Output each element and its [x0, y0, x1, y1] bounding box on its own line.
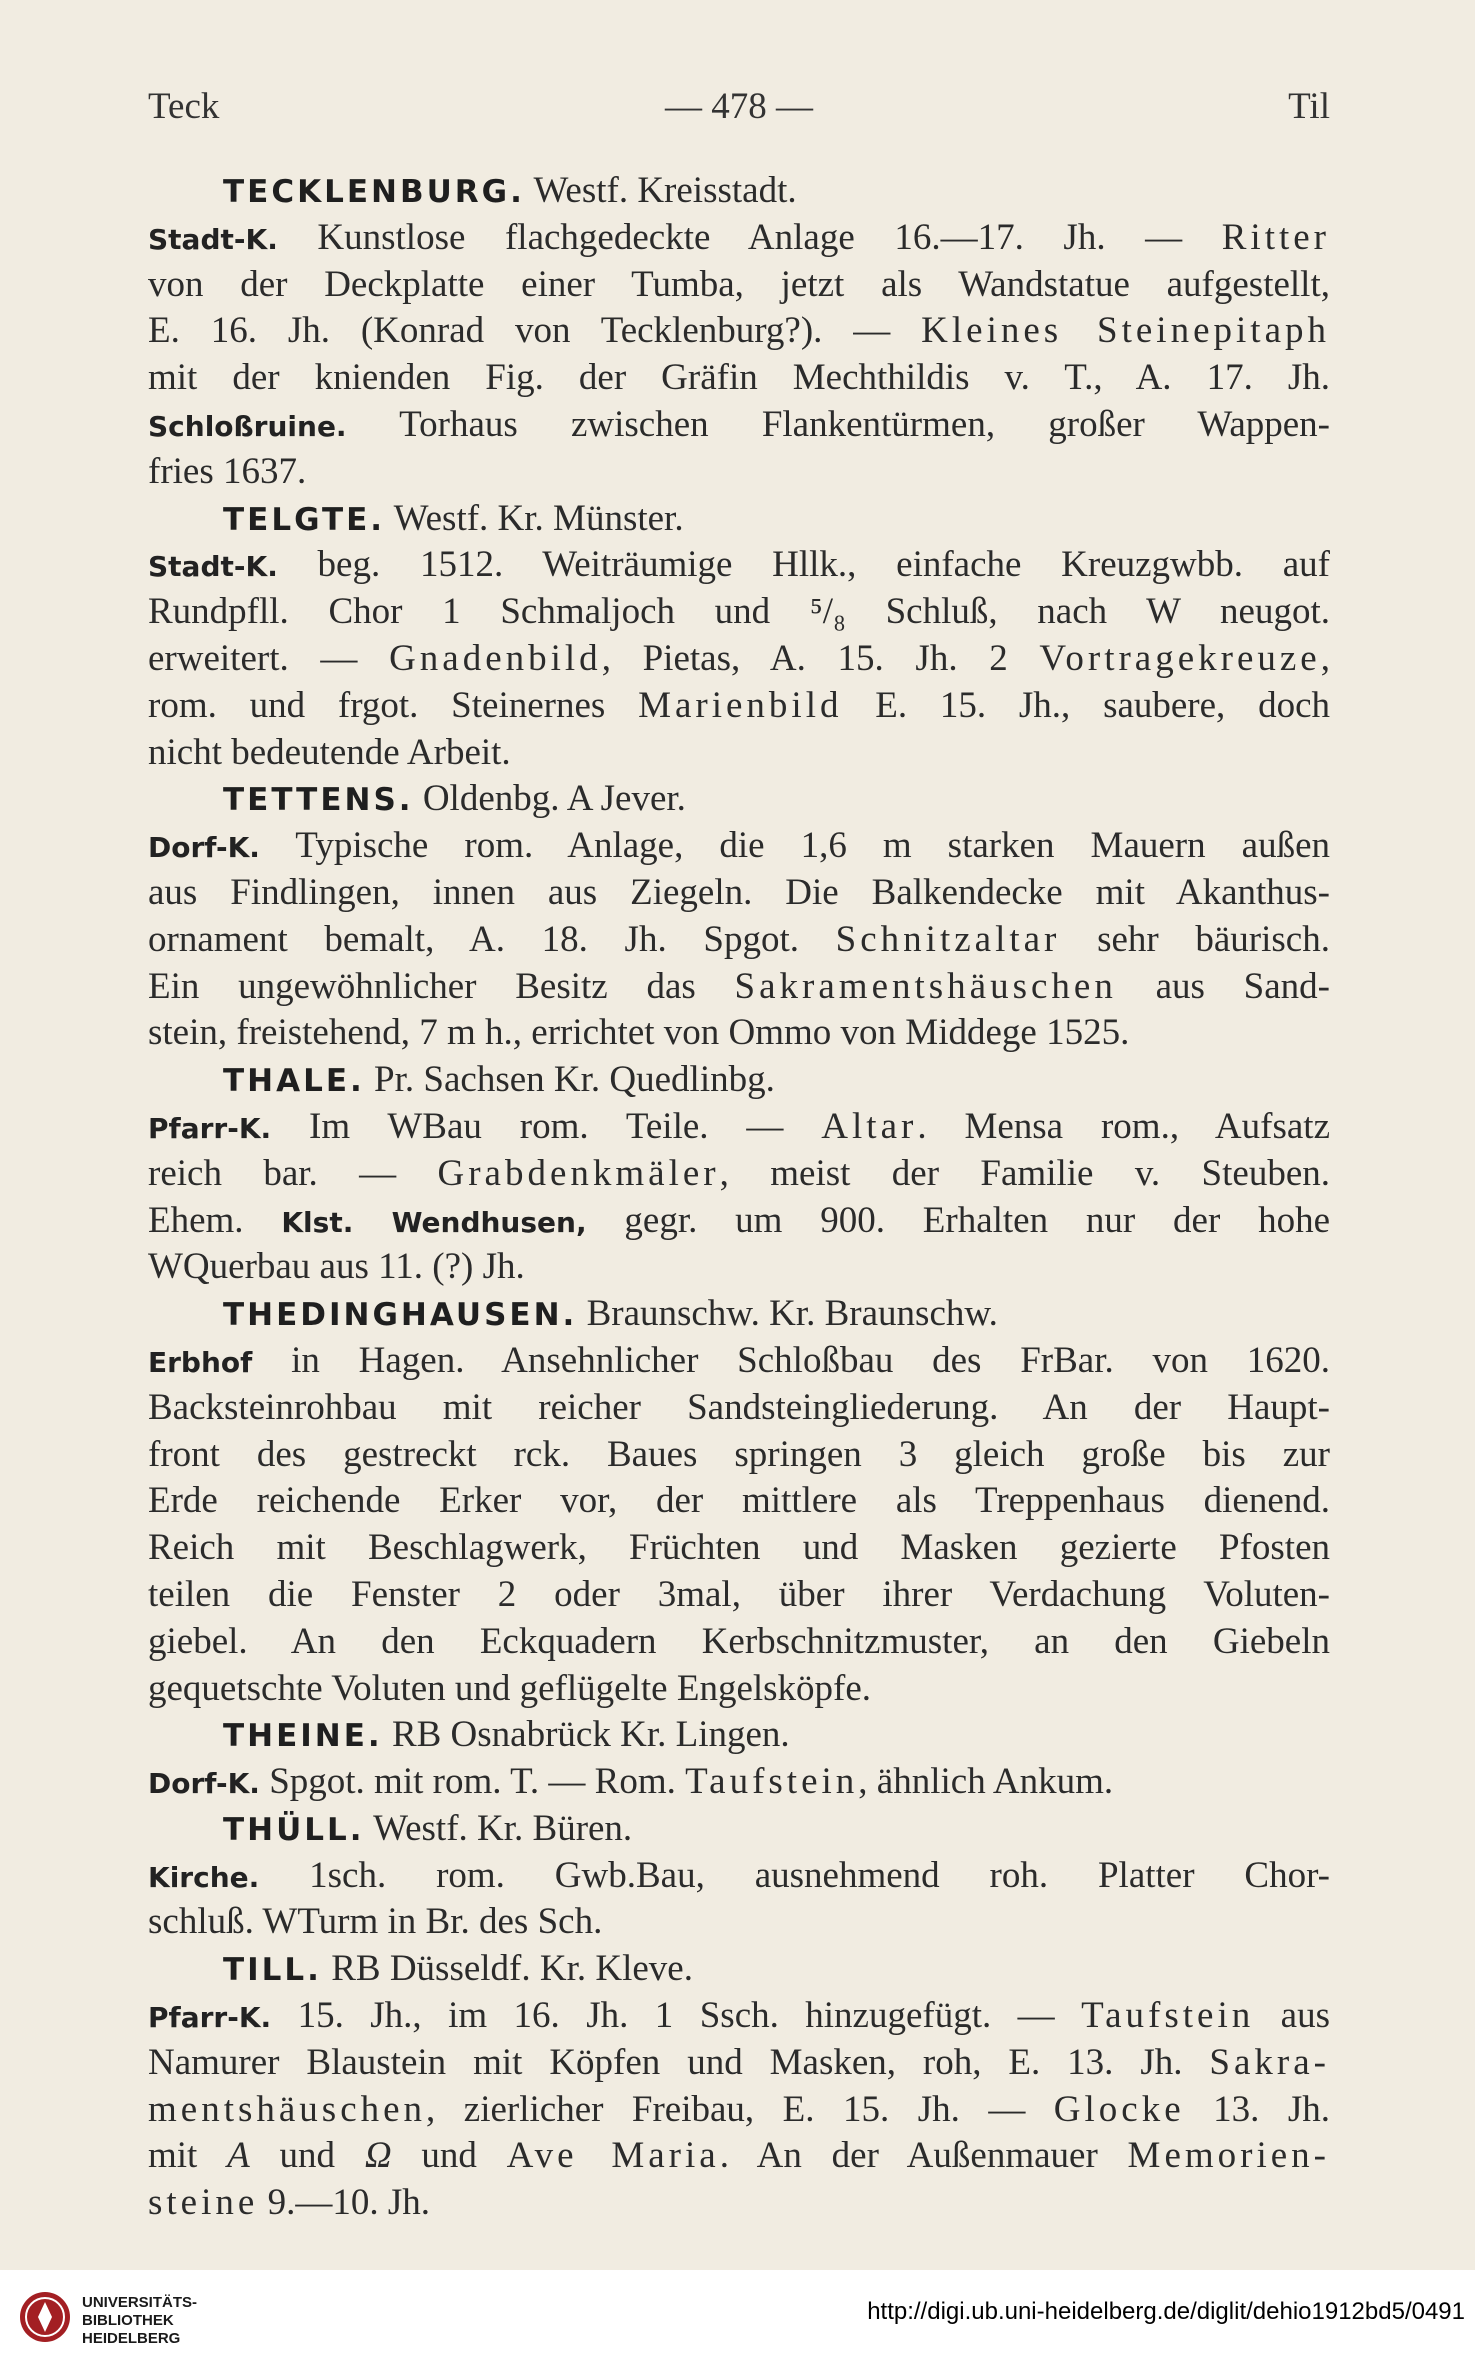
- spaced-term: Memorien-: [1127, 2135, 1330, 2177]
- text-span: Im WBau rom. Teile. —: [271, 1105, 822, 1147]
- page-body: [148, 168, 1330, 2227]
- text-line: [148, 730, 1330, 777]
- entry-label: Stadt-K.: [148, 550, 278, 584]
- text-line: [148, 402, 1330, 449]
- text-span: Pr. Sachsen Kr. Quedlinbg.: [364, 1059, 775, 1101]
- text-line: [148, 2133, 1330, 2180]
- text-line: [148, 2087, 1330, 2134]
- text-span: Westf. Kr. Büren.: [364, 1807, 633, 1849]
- text-span: gegr. um 900. Erhalten nur der hohe: [586, 1199, 1330, 1241]
- spaced-term: Kleines Steinepitaph: [921, 310, 1330, 352]
- text-span: gequetschte Voluten und geflügelte Engelsköpfe.: [148, 1667, 872, 1709]
- text-line: [148, 964, 1330, 1011]
- text-span: Westf. Kr. Münster.: [385, 497, 684, 539]
- text-span: , zierlicher Freibau, E. 15. Jh. —: [426, 2088, 1054, 2130]
- text-span: mit: [148, 2135, 228, 2177]
- text-span: ornament bemalt, A. 18. Jh. Spgot.: [148, 918, 836, 960]
- text-line: [148, 2040, 1330, 2087]
- spaced-term: steine: [148, 2182, 259, 2224]
- text-span: Reich mit Beschlagwerk, Früchten und Masken gezierte Pfosten: [148, 1527, 1330, 1569]
- text-line: [148, 355, 1330, 402]
- place-name: THEDINGHAUSEN.: [223, 1297, 578, 1334]
- text-span: Oldenbg. A Jever.: [413, 778, 686, 820]
- text-span: . Mensa rom., Aufsatz: [917, 1105, 1330, 1147]
- spaced-term: Sakramentshäuschen: [734, 965, 1117, 1007]
- text-span: erweitert. —: [148, 637, 390, 679]
- text-line: [148, 308, 1330, 355]
- text-line: [148, 636, 1330, 683]
- text-span: fries 1637.: [148, 450, 307, 492]
- spaced-term: Marienbild: [638, 684, 843, 726]
- footer-bar: [0, 2270, 1475, 2375]
- entry-label: Pfarr-K.: [148, 2001, 272, 2035]
- entry-label: Dorf-K.: [148, 831, 260, 865]
- text-line: [148, 1385, 1330, 1432]
- place-name: TECKLENBURG.: [223, 174, 525, 210]
- place-name: TETTENS.: [223, 782, 414, 819]
- text-line: [148, 1993, 1330, 2040]
- spaced-term: Ritter: [1221, 216, 1330, 258]
- text-span: Torhaus zwischen Flankentürmen, großer Wappen-: [346, 403, 1330, 445]
- header-right: Til: [1288, 86, 1330, 127]
- text-span: und: [391, 2135, 507, 2177]
- text-line: [148, 1244, 1330, 1291]
- text-line: [148, 1525, 1330, 1572]
- entry-label: Dorf-K.: [148, 1767, 260, 1801]
- text-span: und: [249, 2135, 365, 2177]
- text-span: mit der knienden Fig. der Gräfin Mechthildis v. T., A. 17. Jh.: [148, 357, 1330, 399]
- text-span: nicht bedeutende Arbeit.: [148, 731, 511, 773]
- text-span: aus: [1254, 1995, 1330, 2037]
- entry-label: Erbhof: [148, 1345, 253, 1379]
- text-line: [148, 1806, 1330, 1853]
- place-name: THEINE.: [223, 1718, 383, 1755]
- text-span: RB Osnabrück Kr. Lingen.: [382, 1714, 790, 1756]
- text-span: rom. und frgot. Steinernes: [148, 684, 639, 726]
- text-span: front des gestreckt rck. Baues springen 3 gleich große bis zur: [148, 1433, 1330, 1475]
- text-line: [148, 1712, 1330, 1759]
- text-line: [148, 215, 1330, 262]
- spaced-term: Altar: [821, 1105, 918, 1147]
- text-span: E. 16. Jh. (Konrad von Tecklenburg?). —: [148, 310, 922, 352]
- text-span: E. 15. Jh., saubere, doch: [842, 684, 1330, 726]
- spaced-term: Ave Maria: [506, 2135, 720, 2177]
- spaced-term: Glocke: [1053, 2088, 1185, 2130]
- text-span: Typische rom. Anlage, die 1,6 m starken Mauern außen: [259, 825, 1330, 867]
- spaced-term: Schnitzaltar: [835, 918, 1061, 960]
- text-line: [148, 542, 1330, 589]
- text-span: Spgot. mit rom. T. — Rom.: [259, 1761, 686, 1803]
- text-line: [148, 917, 1330, 964]
- header-left: Teck: [148, 86, 220, 127]
- text-span: reich bar. —: [148, 1152, 438, 1194]
- place-name: TILL.: [223, 1952, 322, 1989]
- text-line: [148, 496, 1330, 543]
- text-span: 13. Jh.: [1184, 2088, 1330, 2130]
- place-name: THÜLL.: [223, 1811, 365, 1848]
- library-name-line: BIBLIOTHEK: [82, 2312, 174, 2329]
- text-line: [148, 1057, 1330, 1104]
- library-name: [82, 2294, 197, 2348]
- university-seal-icon: [18, 2290, 72, 2344]
- text-line: [148, 1666, 1330, 1713]
- text-line: [148, 168, 1330, 215]
- entry-label: Kirche.: [148, 1860, 260, 1894]
- text-span: Rundpfll. Chor 1 Schmaljoch und ⁵/₈ Schluß, nach W neugot.: [148, 591, 1330, 633]
- spaced-term: mentshäuschen: [148, 2088, 427, 2130]
- text-span: beg. 1512. Weiträumige Hllk., einfache Kreuzgwbb. auf: [277, 544, 1330, 586]
- text-span: 9.—10. Jh.: [258, 2182, 430, 2224]
- text-line: [148, 1478, 1330, 1525]
- library-name-line: UNIVERSITÄTS-: [82, 2294, 198, 2311]
- text-line: [148, 776, 1330, 823]
- text-span: WQuerbau aus 11. (?) Jh.: [148, 1246, 525, 1288]
- text-span: giebel. An den Eckquadern Kerbschnitzmuster, an den Giebeln: [148, 1620, 1330, 1662]
- text-span: teilen die Fenster 2 oder 3mal, über ihrer Verdachung Voluten-: [148, 1573, 1330, 1615]
- text-line: [148, 2180, 1330, 2227]
- text-span: , Pietas, A. 15. Jh. 2: [601, 637, 1040, 679]
- text-span: Westf. Kreisstadt.: [524, 170, 797, 211]
- text-span: aus Sand-: [1116, 965, 1330, 1007]
- spaced-term: Gnadenbild: [389, 637, 602, 679]
- text-span: schluß. WTurm in Br. des Sch.: [148, 1901, 603, 1943]
- text-span: stein, freistehend, 7 m h., errichtet von Ommo von Middege 1525.: [148, 1012, 1130, 1054]
- text-span: , meist der Familie v. Steuben.: [719, 1152, 1330, 1194]
- library-name-line: HEIDELBERG: [82, 2330, 181, 2347]
- text-span: Ω: [364, 2135, 392, 2177]
- text-line: [148, 1853, 1330, 1900]
- source-url-link[interactable]: http://digi.ub.uni-heidelberg.de/diglit/dehio1912bd5/0491: [867, 2298, 1465, 2325]
- text-span: Erde reichende Erker vor, der mittlere als Treppenhaus dienend.: [148, 1480, 1330, 1522]
- text-line: [148, 1151, 1330, 1198]
- text-line: [148, 683, 1330, 730]
- text-line: [148, 1104, 1330, 1151]
- entry-label: Klst. Wendhusen,: [281, 1205, 587, 1239]
- place-name: THALE.: [223, 1063, 365, 1100]
- text-span: aus Findlingen, innen aus Ziegeln. Die Balkendecke mit Akanthus-: [148, 871, 1330, 913]
- text-line: [148, 1432, 1330, 1479]
- text-line: [148, 823, 1330, 870]
- text-span: 15. Jh., im 16. Jh. 1 Ssch. hinzugefügt. —: [271, 1995, 1082, 2037]
- text-span: , ähnlich Ankum.: [858, 1761, 1114, 1803]
- text-line: [148, 1291, 1330, 1338]
- text-span: Kunstlose flachgedeckte Anlage 16.—17. Jh. —: [277, 216, 1222, 258]
- text-line: [148, 1619, 1330, 1666]
- text-line: [148, 1198, 1330, 1245]
- text-line: [148, 589, 1330, 636]
- text-line: [148, 1759, 1330, 1806]
- text-span: in Hagen. Ansehnlicher Schloßbau des FrBar. von 1620.: [252, 1339, 1330, 1381]
- text-span: Braunschw. Kr. Braunschw.: [577, 1293, 998, 1335]
- spaced-term: Taufstein: [685, 1761, 859, 1803]
- text-span: Backsteinrohbau mit reicher Sandsteingliederung. An der Haupt-: [148, 1386, 1330, 1428]
- text-span: Ehem.: [148, 1199, 282, 1241]
- text-line: [148, 1338, 1330, 1385]
- place-name: TELGTE.: [223, 501, 386, 538]
- text-span: sehr bäurisch.: [1060, 918, 1330, 960]
- text-span: ,: [1320, 637, 1330, 679]
- spaced-term: Vortragekreuze: [1039, 637, 1321, 679]
- spaced-term: Sakra-: [1209, 2041, 1330, 2083]
- entry-label: Pfarr-K.: [148, 1111, 272, 1145]
- page-number: — 478 —: [665, 86, 813, 127]
- text-line: [148, 1899, 1330, 1946]
- text-span: Ein ungewöhnlicher Besitz das: [148, 965, 735, 1007]
- text-line: [148, 1572, 1330, 1619]
- text-line: [148, 1010, 1330, 1057]
- text-span: 1sch. rom. Gwb.Bau, ausnehmend roh. Platter Chor-: [259, 1854, 1330, 1896]
- text-span: . An der Außenmauer: [719, 2135, 1128, 2177]
- text-line: [148, 262, 1330, 309]
- text-span: RB Düsseldf. Kr. Kleve.: [321, 1948, 693, 1990]
- entry-label: Stadt-K.: [148, 222, 278, 256]
- text-line: [148, 870, 1330, 917]
- spaced-term: Taufstein: [1081, 1995, 1255, 2037]
- text-line: [148, 449, 1330, 496]
- text-span: von der Deckplatte einer Tumba, jetzt als Wandstatue aufgestellt,: [148, 263, 1330, 305]
- entry-label: Schloßruine.: [148, 409, 347, 443]
- spaced-term: Grabdenkmäler: [437, 1152, 720, 1194]
- text-line: [148, 1946, 1330, 1993]
- text-span: A: [227, 2135, 250, 2177]
- text-span: Namurer Blaustein mit Köpfen und Masken, roh, E. 13. Jh.: [148, 2041, 1210, 2083]
